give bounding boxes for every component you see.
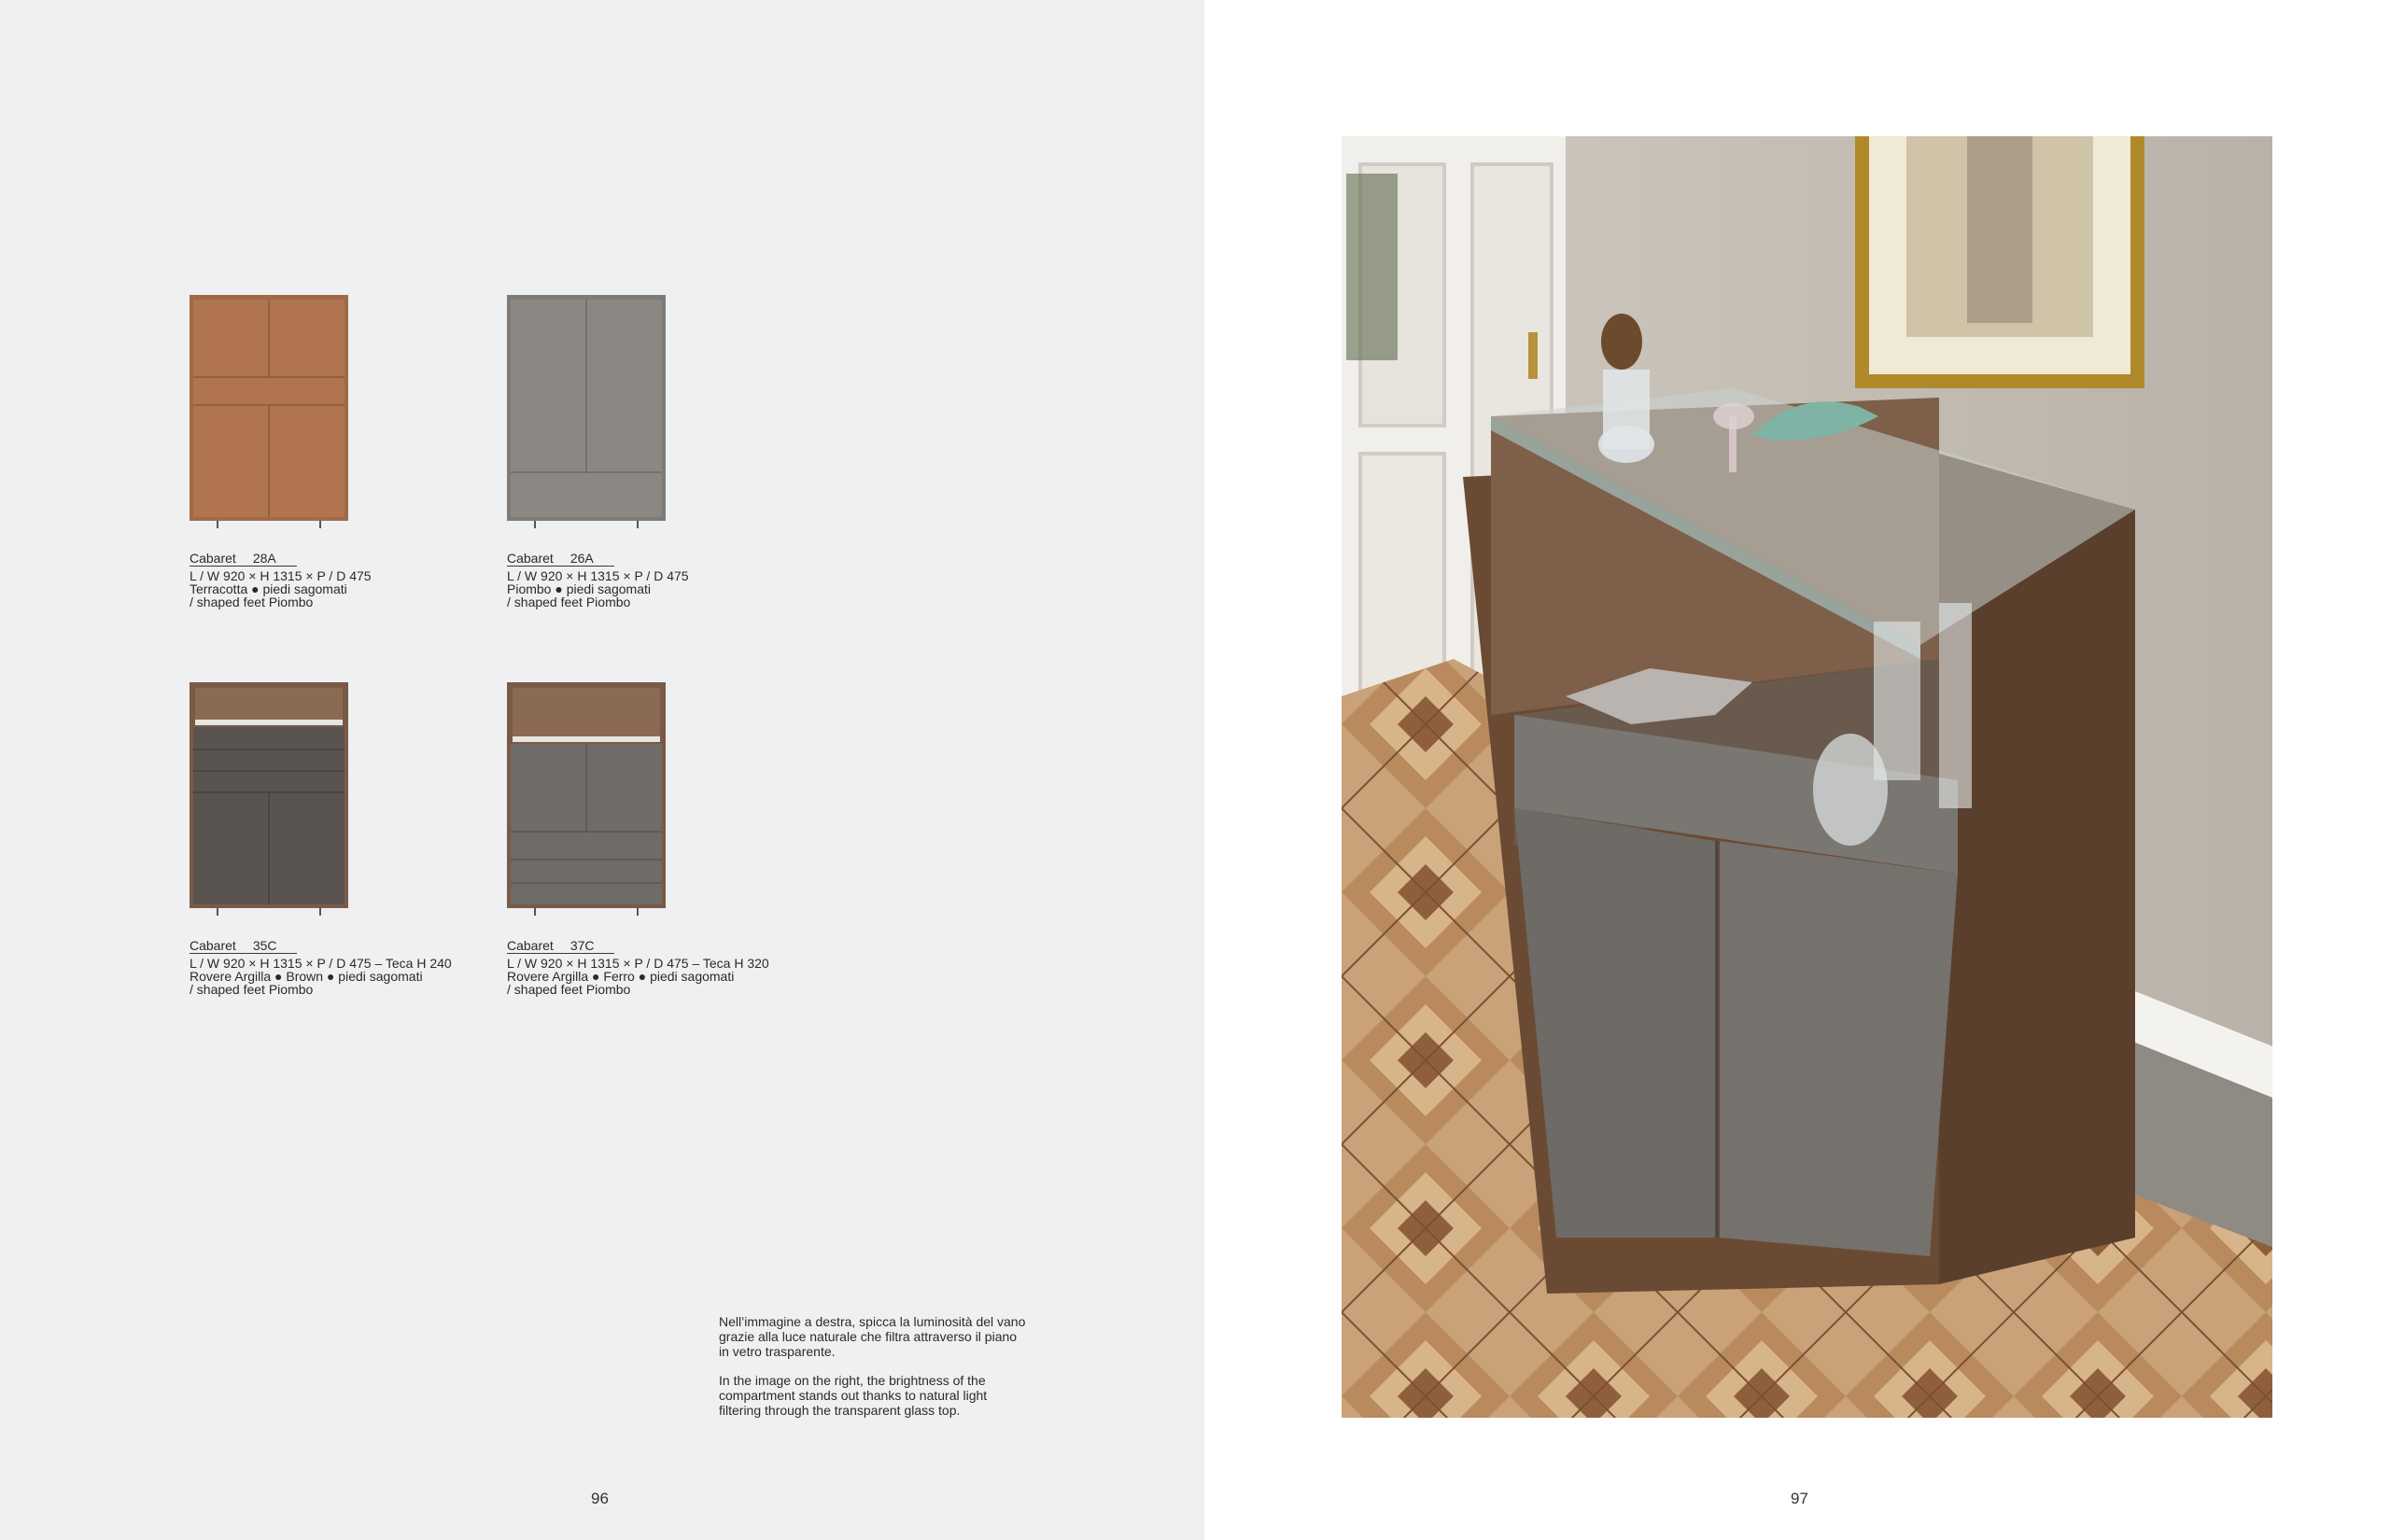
product-finish: Rovere Argilla ● Ferro ● piedi sagomati: [507, 969, 735, 984]
product-code: 37C: [569, 938, 595, 953]
product-code: 35C: [252, 938, 277, 953]
product-feet: / shaped feet Piombo: [507, 595, 631, 609]
description-english: In the image on the right, the brightness of the compartment stands out thanks to natural light filtering through the transparent glass top.: [719, 1373, 988, 1418]
product-dimensions: L / W 920 × H 1315 × P / D 475: [507, 568, 689, 583]
cabinet-37c-image: [507, 682, 666, 916]
product-feet: / shaped feet Piombo: [507, 982, 631, 997]
product-caption: [507, 939, 880, 996]
product-finish: Terracotta ● piedi sagomati: [190, 581, 347, 596]
cabinet-26a-image: [507, 295, 666, 528]
product-feet: / shaped feet Piombo: [190, 595, 314, 609]
product-dimensions: L / W 920 × H 1315 × P / D 475 – Teca H 320: [507, 956, 769, 971]
product-dimensions: L / W 920 × H 1315 × P / D 475: [190, 568, 372, 583]
product-finish: Rovere Argilla ● Brown ● piedi sagomati: [190, 969, 423, 984]
product-code: 26A: [569, 551, 594, 566]
product-feet: / shaped feet Piombo: [190, 982, 314, 997]
description-italian: Nell’immagine a destra, spicca la luminosità del vano grazie alla luce naturale che filtra attraverso il piano in vetro trasparente.: [719, 1314, 1026, 1359]
product-title: [507, 552, 614, 567]
product-caption: [507, 552, 880, 609]
product-title: [507, 939, 614, 954]
cabinet-28a-image: [190, 295, 348, 528]
product-name: Cabaret: [190, 938, 236, 953]
product-dimensions: L / W 920 × H 1315 × P / D 475 – Teca H 240: [190, 956, 452, 971]
product-name: Cabaret: [190, 551, 236, 566]
product-name: Cabaret: [507, 938, 554, 953]
product-title: [190, 939, 297, 954]
product-finish: Piombo ● piedi sagomati: [507, 581, 651, 596]
product-name: Cabaret: [507, 551, 554, 566]
page-number-left: 96: [591, 1490, 609, 1507]
product-code: 28A: [252, 551, 276, 566]
product-title: [190, 552, 297, 567]
description-text: [719, 1314, 1027, 1432]
cabinet-35c-image: [190, 682, 348, 916]
cabinet-room-photo: [1342, 136, 2272, 1418]
page-number-right: 97: [1791, 1490, 1808, 1507]
